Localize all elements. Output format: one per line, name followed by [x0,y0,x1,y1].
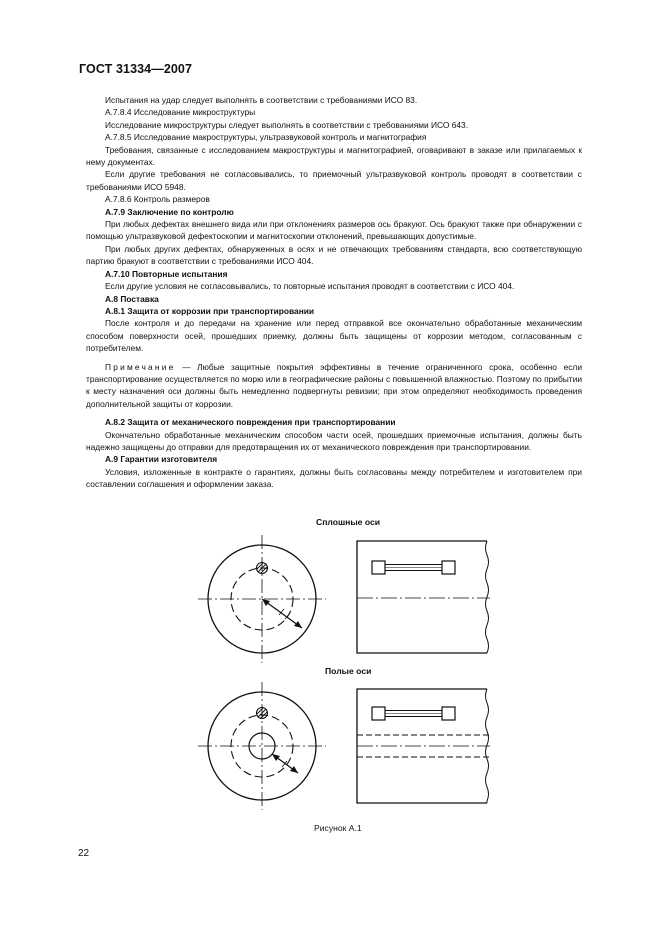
section-heading: А.8.1 Защита от коррозии при транспортировании [105,305,315,316]
body-paragraph: Если другие условия не согласовывались, то повторные испытания проводят в соответствии с ИСО 404. [105,281,515,292]
body-paragraph: Окончательно обработанные механическим способом части осей, прошедших приемочные испытания, должны быть надежно защищены до отправки для предотвращения их от механического повреждения при транспортировании. [86,429,582,452]
body-paragraph: Требования, связанные с исследованием макроструктуры и магнитографией, оговаривают в заказе или прилагаемых к нему документах. [86,144,582,168]
solid-axle-end-view [198,535,326,663]
body-paragraph: А.7.8.5 Исследование макроструктуры, ультразвуковой контроль и магнитография [105,132,427,143]
figure-title-hollow: Полые оси [325,666,372,676]
body-paragraph: Условия, изложенные в контракте о гарантиях, должны быть согласованы между потребителем и изготовителем при составлении соглашения и оформлении заказа. [86,466,582,490]
body-paragraph: При любых других дефектах, обнаруженных в осях и не отвечающих требованиям стандарта, всю соответствующую партию бракуют в соответствии с требованиями ИСО 404. [86,243,582,267]
section-heading: А.7.10 Повторные испытания [105,268,228,279]
body-paragraph: При любых дефектах внешнего вида или при отклонениях размеров ось бракуют. Ось бракуют также при обнаружении с помощью ультразвуковой дефектоскопии и магнитоскопии отклонений, превышающих допустимые. [86,219,582,242]
section-heading: А.7.9 Заключение по контролю [105,206,234,217]
figure-title-solid: Сплошные оси [316,517,381,527]
body-paragraph: Исследование микроструктуры следует выполнять в соответствии с требованиями ИСО 643. [105,119,469,130]
body-paragraph: Испытания на удар следует выполнять в соответствии с требованиями ИСО 83. [105,95,418,105]
section-heading: А.8.2 Защита от механического повреждения при транспортировании [105,417,396,428]
page-number: 22 [78,848,90,859]
body-paragraph: А.7.8.4 Исследование микроструктуры [105,107,256,118]
body-paragraph: Если другие требования не согласовывались, то приемочный ультразвуковой контроль проводят в соответствии с требованиями ИСО 5948. [86,169,582,192]
note-text: — Любые защитные покрытия эффективны в течение ограниченного срока, особенно если транспортирование осуществляется по морю или в географические районы с повышенной влажностью. Поэтому по прибытии к месту назначения оси должны быть немедленно подвергнуты ревизии; при этом определяют необходимость проведения дополнительной защиты от коррозии. [86,361,582,409]
solid-axle-side-view [357,541,490,653]
figure-caption: Рисунок А.1 [314,823,362,833]
document-header: ГОСТ 31334—2007 [79,62,193,76]
body-paragraph: После контроля и до передачи на хранение или перед отправкой все окончательно обработанные механическим способом поверхности осей, прошедших приемку, должны быть защищены от коррозии методом, согласованным с потребителем. [86,318,582,354]
section-heading: А.9 Гарантии изготовителя [105,454,218,465]
hollow-axle-side-view [357,689,490,803]
hollow-axle-end-view [198,682,326,810]
note-label: Примечание [105,361,176,372]
section-heading: А.8 Поставка [105,293,159,304]
body-paragraph: А.7.8.6 Контроль размеров [105,194,210,205]
